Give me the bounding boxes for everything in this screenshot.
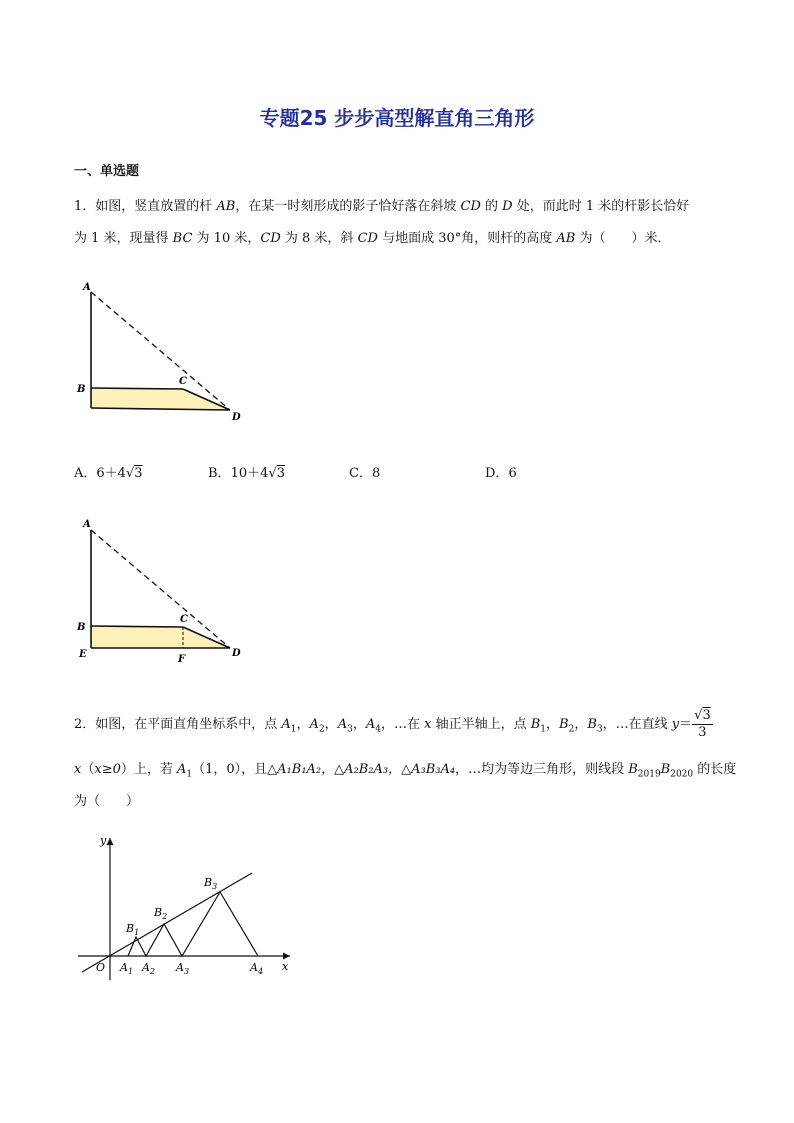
b1-label: $B_1$ <box>126 922 140 937</box>
b2-label: $B_2$ <box>154 906 168 921</box>
shadow-region <box>91 626 230 648</box>
slope-shadow-region <box>91 388 230 410</box>
equilateral-triangles <box>128 892 258 956</box>
q2-line3: 为（ ） <box>74 794 140 809</box>
section-heading: 一、单选题 <box>74 164 140 179</box>
segment-bc <box>91 388 183 389</box>
a1-label: $A_1$ <box>120 961 134 976</box>
q2-line2: x（x≥0）上，若 $A_1(1$，0），且△A₁B₁A₂，△A₂B₂A₃，△A₃B₃A₄，…均为等边三角形，则线段 $B_{2019}B_{2020}$ 的长度 <box>74 762 737 780</box>
point-e-label: E <box>79 649 87 660</box>
option-b[interactable]: B．10＋4√3 <box>208 466 285 481</box>
segment-bc <box>91 626 183 627</box>
point-b-label: B <box>77 384 86 395</box>
point-c-label: C <box>180 614 188 625</box>
q1-line2: 为 1 米，现量得 BC 为 10 米，CD 为 8 米，斜 CD 与地面成 30°角，则杆的高度 AB 为（ ）米． <box>74 231 671 246</box>
point-a-label: A <box>83 282 91 293</box>
q1-line1: 1．如图，竖直放置的杆 AB，在某一时刻形成的影子恰好落在斜坡 CD 的 D 处，而此时 1 米的杆影长恰好 <box>74 199 690 214</box>
y-axis-label: y <box>100 834 107 847</box>
slope-fraction: $\frac{√3}{3}$ <box>694 708 711 740</box>
origin-label: O <box>96 961 106 974</box>
x-axis-label: x <box>282 960 289 973</box>
option-d[interactable]: D．6 <box>485 466 517 481</box>
q1-figure-1 <box>70 278 250 428</box>
b3-label: $B_3$ <box>204 876 218 891</box>
point-f-label: F <box>178 654 186 665</box>
line-y-sqrt3-over-3-x <box>82 873 252 972</box>
point-c-label: C <box>179 376 187 387</box>
point-d-label: D <box>232 648 241 659</box>
a2-label: $A_2$ <box>142 961 156 976</box>
point-d-label: D <box>232 412 241 423</box>
option-a[interactable]: A．6＋4√3 <box>74 466 143 481</box>
option-c[interactable]: C．8 <box>349 466 381 481</box>
point-a-label: A <box>83 519 91 530</box>
q2-coordinate-figure <box>70 830 310 990</box>
q2-line1: 2．如图，在平面直角坐标系中，点 $A_1$，$A_2$，$A_3$，$A_4$，…在 x 轴正半轴上，点 $B_1$，$B_2$，$B_3$，…在直线 y＝ $\frac{√3}{3}$ <box>74 708 711 740</box>
a4-label: $A_4$ <box>250 961 264 976</box>
page-title: 专题25 步步高型解直角三角形 <box>259 106 535 130</box>
a3-label: $A_3$ <box>176 961 190 976</box>
q1-figure-2 <box>70 516 250 666</box>
point-b-label: B <box>77 622 86 633</box>
